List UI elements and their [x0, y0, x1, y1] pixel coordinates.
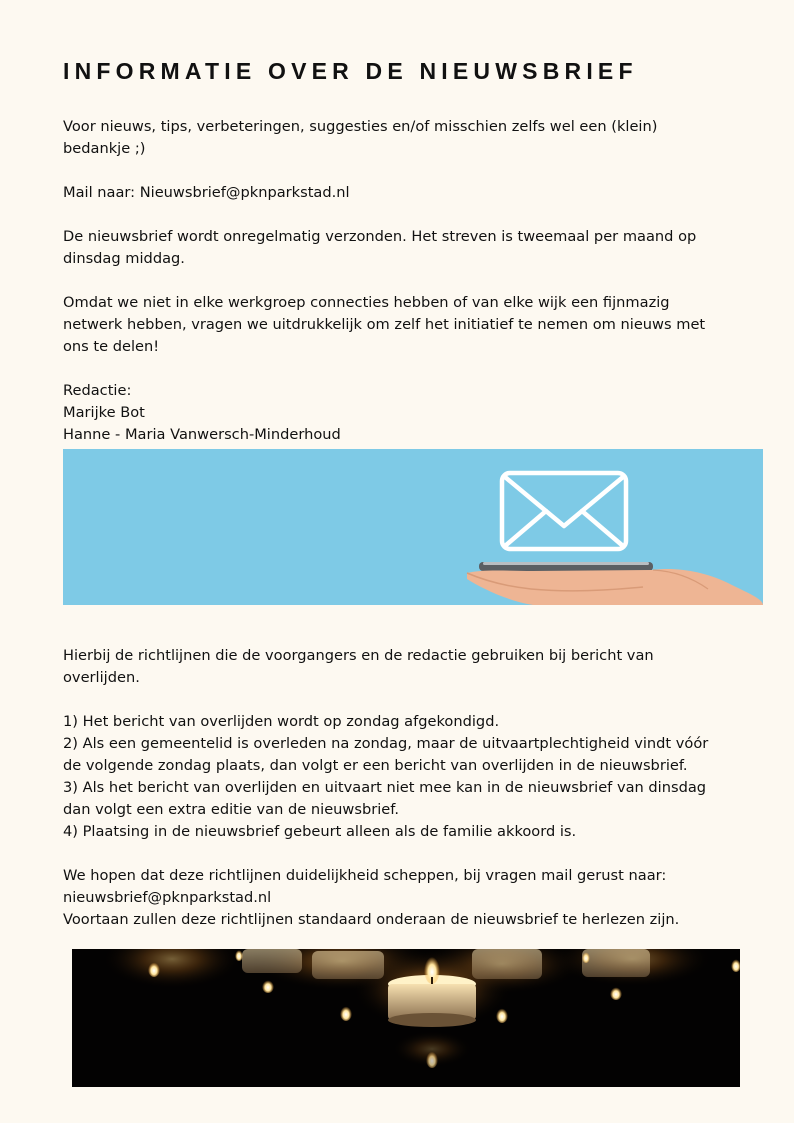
mail-banner-image: [63, 449, 763, 605]
guideline-line: dan volgt een extra editie van de nieuwsbrief.: [63, 801, 399, 818]
editor-name: Hanne - Maria Vanwersch-Minderhoud: [63, 426, 341, 443]
intro-paragraph: Voor nieuws, tips, verbeteringen, suggesties en/of misschien zelfs wel een (klein) bedankje ;): [63, 118, 658, 157]
candles-image: [72, 949, 740, 1087]
envelope-icon: [502, 473, 626, 549]
closing-paragraph: We hopen dat deze richtlijnen duidelijkheid scheppen, bij vragen mail gerust naar: nieuwsbrief@pknparkstad.nl Voortaan zullen deze richtlijnen standaard onderaan de nieuwsbrief te herlezen zijn.: [63, 865, 753, 931]
email-address: nieuwsbrief@pknparkstad.nl: [63, 889, 272, 906]
hand-icon: [467, 569, 763, 605]
guideline-line: 2) Als een gemeentelid is overleden na zondag, maar de uitvaartplechtigheid vindt vóór: [63, 735, 709, 752]
guidelines-list: [63, 711, 753, 843]
frequency-paragraph: De nieuwsbrief wordt onregelmatig verzonden. Het streven is tweemaal per maand op dinsdag middag.: [63, 228, 697, 267]
guideline-line: de volgende zondag plaats, dan volgt er een bericht van overlijden in de nieuwsbrief.: [63, 757, 688, 774]
editors-block: [63, 380, 753, 446]
guideline-line: 1) Het bericht van overlijden wordt op zondag afgekondigd.: [63, 713, 500, 730]
page-title: INFORMATIE OVER DE NIEUWSBRIEF: [63, 58, 638, 84]
phone-icon: [479, 562, 653, 571]
guideline-line: 3) Als het bericht van overlijden en uitvaart niet mee kan in de nieuwsbrief van dinsdag: [63, 779, 707, 796]
tealight-candles-illustration: [72, 949, 740, 1087]
guidelines-intro: Hierbij de richtlijnen die de voorgangers en de redactie gebruiken bij bericht van overlijden.: [63, 647, 654, 686]
mail-line: Mail naar: Nieuwsbrief@pknparkstad.nl: [63, 184, 350, 201]
initiative-paragraph: Omdat we niet in elke werkgroep connecties hebben of van elke wijk een fijnmazig netwerk hebben, vragen we uitdrukkelijk om zelf het initiatief te nemen om nieuws met ons te delen!: [63, 294, 706, 355]
editors-label: Redactie:: [63, 382, 132, 399]
envelope-on-phone-illustration: [63, 449, 763, 605]
editor-name: Marijke Bot: [63, 404, 145, 421]
guideline-line: 4) Plaatsing in de nieuwsbrief gebeurt alleen als de familie akkoord is.: [63, 823, 577, 840]
